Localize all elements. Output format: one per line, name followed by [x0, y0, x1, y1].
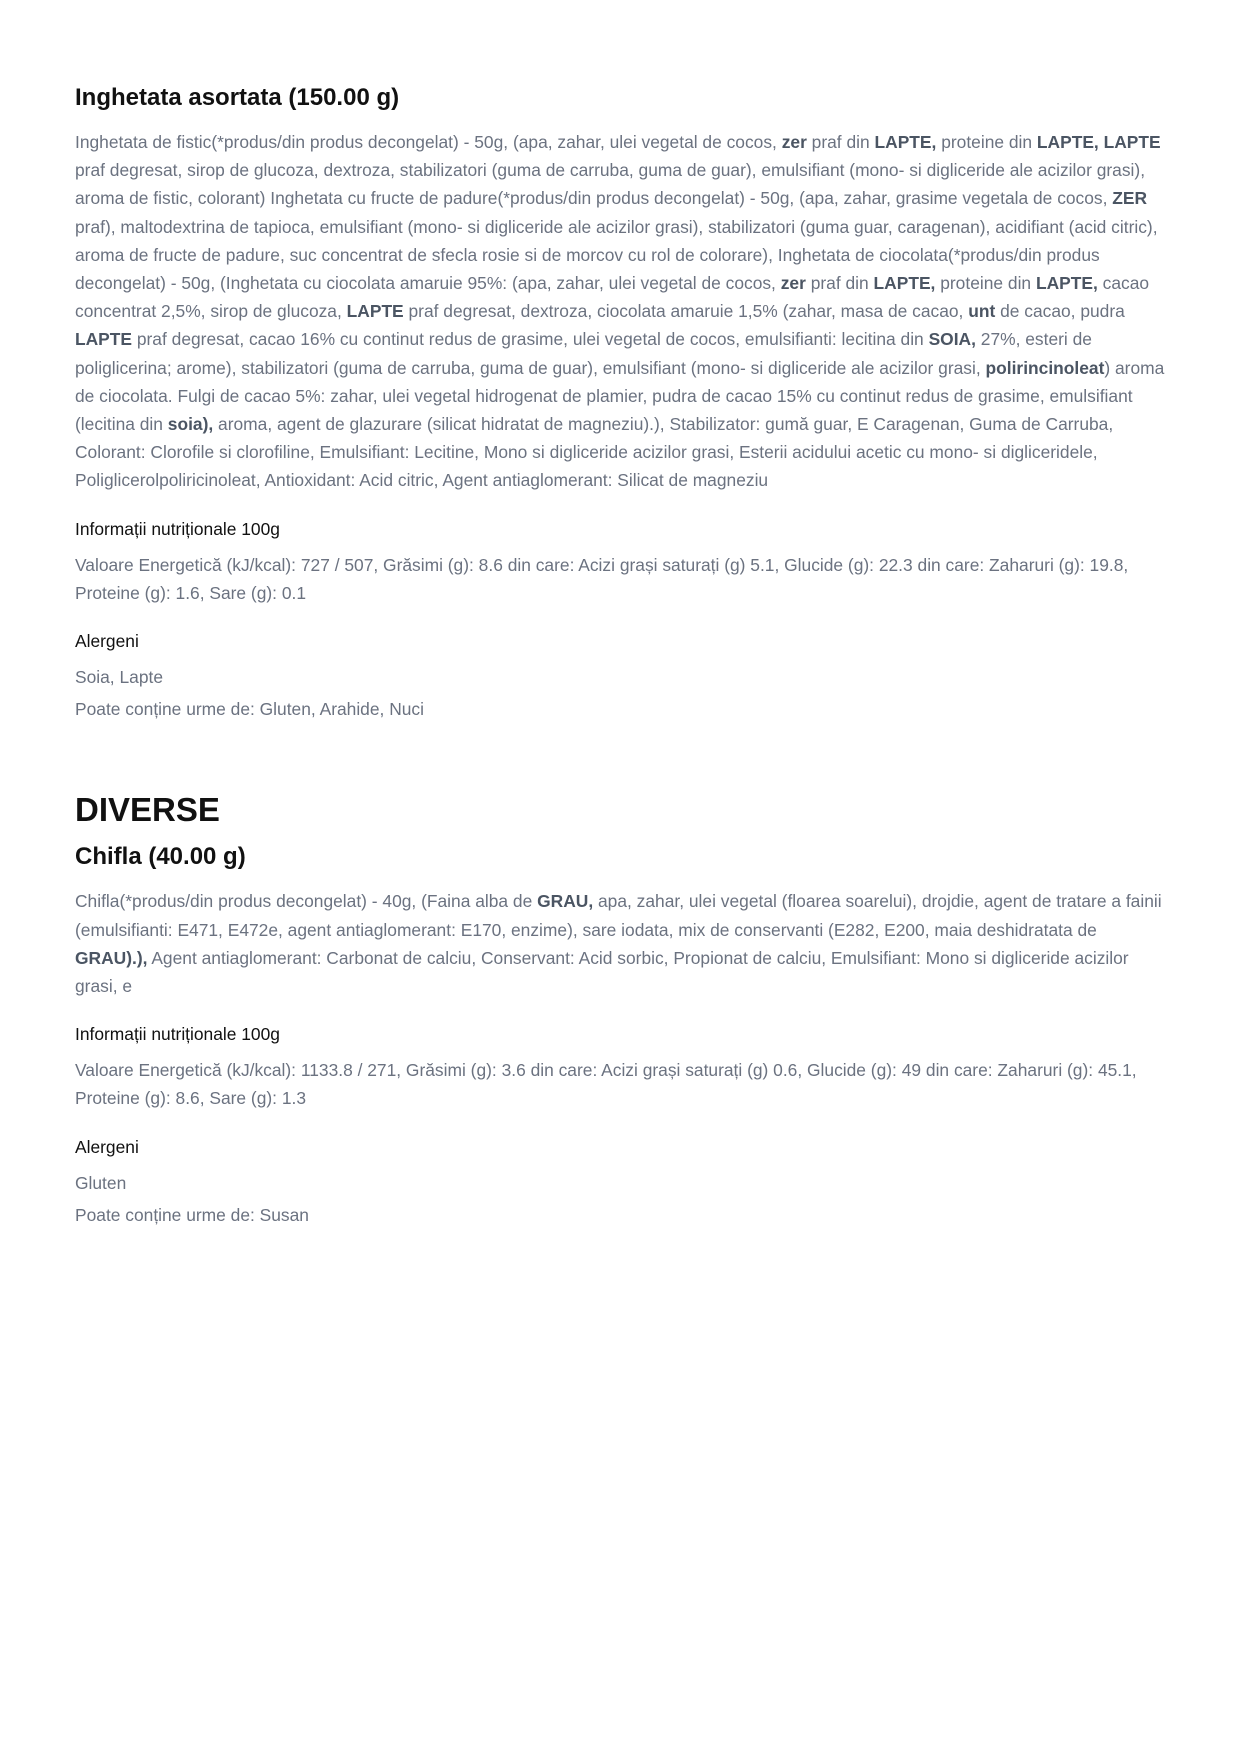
allergen-highlight: LAPTE, — [874, 132, 937, 152]
allergen-highlight: SOIA, — [928, 329, 976, 350]
allergen-highlight: GRAU).), — [75, 947, 148, 968]
nutrition-values: Valoare Energetică (kJ/kcal): 1133.8 / 271, Grăsimi (g): 3.6 din care: Acizi grași saturați (g) 0.6, Glucide (g): 49 din care: Zaharuri (g): 45.1, Proteine (g): 8.6, Sare (g): 1.3 — [75, 1060, 1137, 1109]
allergens-heading: Alergeni — [75, 631, 139, 652]
allergen-highlight: unt — [968, 301, 996, 322]
allergen-highlight: soia), — [167, 414, 214, 435]
allergens-list: Gluten — [75, 1172, 127, 1193]
ingredient-segment: Agent antiaglomerant: Carbonat de calciu, Conservant: Acid sorbic, Propionat de calciu, Emulsifiant: Mono si digliceride acizilor grasi, e — [75, 947, 1129, 997]
ingredient-segment: 27%, esteri de poliglicerina; arome), stabilizatori (guma de carruba, guma de guar), emulsifiant (mono- si digliceride ale acizilor grasi, — [75, 329, 1092, 378]
ingredient-segment: praf degresat, dextroza, ciocolata amaruie 1,5% (zahar, masa de cacao, — [403, 301, 969, 322]
product-block-bun — [75, 841, 1166, 1229]
ingredient-segment: praf degresat, sirop de glucoza, dextroza, stabilizatori (guma de carruba, guma de guar), emulsifiant (mono- si digliceride ale acizilor grasi), aroma de fistic, colorant) Inghetata cu fructe de padure(*produs/din produs decongelat) - 50g, (apa, zahar, grasime vegetala de cocos, — [75, 160, 1146, 209]
section-diverse — [75, 789, 1166, 1229]
ingredient-segment: praf degresat, cacao 16% cu continut redus de grasime, ulei vegetal de cocos, emulsifianti: lecitina din — [132, 329, 929, 350]
allergen-highlight: LAPTE — [75, 329, 133, 350]
ingredients-text — [75, 128, 1166, 495]
ingredients-text — [75, 887, 1166, 1000]
ingredient-segment: ) aroma de ciocolata. Fulgi de cacao 5%: zahar, ulei vegetal hidrogenat de plamier, pudra de cacao 15% cu continut redus de grasime, emulsifiant (lecitina din — [75, 357, 1165, 435]
allergen-highlight: polirincinoleat — [985, 357, 1105, 378]
allergen-highlight: zer — [780, 273, 806, 294]
ingredient-segment: cacao concentrat 2,5%, sirop de glucoza, — [75, 273, 1150, 322]
ingredient-segment: praf), maltodextrina de tapioca, emulsifiant (mono- si digliceride ale acizilor grasi), stabilizatori (guma guar, caragenan), acidifiant (acid citric), aroma de fructe de padure, suc concentrat de sfecla rosie si de morcov cu rol de colorare), Inghetata de ciocolata(*produs/din produs decongelat) - 50g, (Inghetata cu ciocolata amaruie 95%: (apa, zahar, ulei vegetal de cocos, — [75, 216, 1158, 294]
allergen-highlight: LAPTE, — [873, 273, 936, 294]
ingredient-segment: Inghetata de fistic(*produs/din produs decongelat) - 50g, (apa, zahar, ulei vegetal de cocos, — [75, 132, 782, 152]
ingredient-segment: de cacao, pudra — [995, 301, 1125, 322]
nutrition-values: Valoare Energetică (kJ/kcal): 727 / 507, Grăsimi (g): 8.6 din care: Acizi grași saturați (g) 5.1, Glucide (g): 22.3 din care: Zaharuri (g): 19.8, Proteine (g): 1.6, Sare (g): 0.1 — [75, 554, 1129, 603]
ingredient-segment: Chifla(*produs/din produs decongelat) - 40g, (Faina alba de — [75, 891, 538, 912]
product-title: Chifla (40.00 g) — [75, 843, 246, 871]
allergen-highlight: GRAU, — [537, 891, 594, 912]
ingredient-segment: proteine din — [935, 273, 1036, 294]
allergen-highlight: LAPTE, — [1035, 273, 1098, 294]
product-title: Inghetata asortata (150.00 g) — [75, 84, 400, 111]
nutrition-heading: Informații nutriționale 100g — [75, 1024, 280, 1045]
ingredient-segment: apa, zahar, ulei vegetal (floarea soarelui), drojdie, agent de tratare a fainii (emulsifianti: E471, E472e, agent antiaglomerant: E170, enzime), sare iodata, mix de conservanti (E282, E200, maia deshidratata de — [75, 891, 1162, 940]
ingredient-segment: proteine din — [936, 132, 1037, 152]
allergen-highlight: LAPTE, LAPTE — [1036, 132, 1161, 152]
allergen-highlight: LAPTE — [346, 301, 404, 322]
product-block-ice-cream — [75, 82, 1166, 723]
allergen-highlight: ZER — [1112, 188, 1148, 209]
section-title: DIVERSE — [75, 791, 220, 829]
allergens-heading: Alergeni — [75, 1136, 139, 1157]
may-contain-text: Poate conține urme de: Susan — [75, 1204, 309, 1225]
may-contain-text: Poate conține urme de: Gluten, Arahide, Nuci — [75, 699, 424, 720]
nutrition-heading: Informații nutriționale 100g — [75, 518, 280, 539]
ingredient-segment: aroma, agent de glazurare (silicat hidratat de magneziu).), Stabilizator: gumă guar, E Caragenan, Guma de Carruba, Colorant: Clorofile si clorofiline, Emulsifiant: Lecitine, Mono si digliceride acizilor grasi, Esterii acidului acetic cu mono- si digliceridele, Poliglicerolpoliricinoleat, Antioxidant: Acid citric, Agent antiaglomerant: Silicat de magneziu — [75, 414, 1114, 491]
ingredient-segment: praf din — [805, 273, 874, 294]
allergens-list: Soia, Lapte — [75, 667, 163, 688]
ingredient-segment: praf din — [806, 132, 875, 152]
allergen-highlight: zer — [781, 132, 807, 152]
